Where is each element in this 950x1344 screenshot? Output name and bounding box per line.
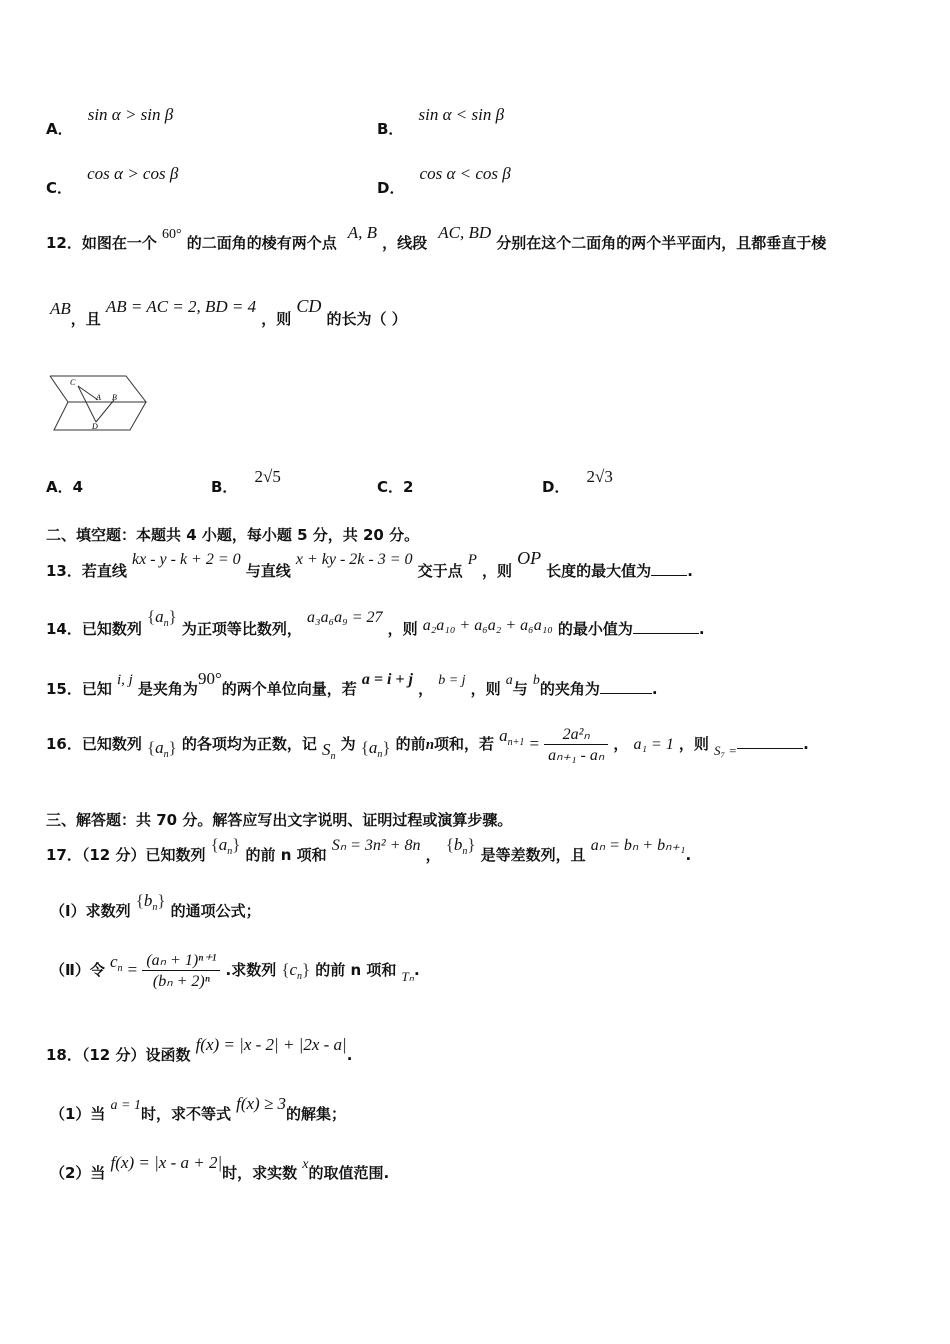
text: ，且	[70, 310, 101, 328]
line-1: kx - y - k + 2 = 0	[131, 551, 241, 568]
section-2-heading: 二、填空题：本题共 4 小题，每小题 5 分，共 20 分。	[46, 526, 420, 544]
sequence-ref: $\{a_n\}$	[360, 738, 391, 760]
text: ，则	[678, 735, 709, 753]
text: ，则	[387, 620, 418, 638]
question-number: 12．	[46, 234, 82, 252]
text: 分别在这个二面角的两个半平面内，且都垂直于棱	[496, 234, 827, 252]
equation: f(x) = |x - a + 2|	[110, 1153, 223, 1172]
option-label: D．	[377, 179, 405, 197]
text: 的长为（ ）	[326, 310, 407, 328]
sequence: $\{a_n\}$	[146, 738, 177, 760]
t-n: Tₙ	[401, 969, 414, 984]
option-value: 2	[403, 478, 414, 496]
text: 交于点	[417, 562, 463, 580]
relation: aₙ = bₙ + bₙ₊₁	[590, 837, 686, 854]
question-number: 17．	[46, 846, 82, 864]
condition: a₃a₆a₉ = 27	[307, 609, 383, 626]
text: 的取值范围.	[308, 1164, 390, 1182]
inequality: f(x) ≥ 3	[236, 1094, 287, 1113]
recurrence-lhs: $a_{n+1}$	[499, 726, 525, 748]
text: 是夹角为	[137, 680, 198, 698]
q11-option-a	[46, 104, 174, 138]
condition: AB = AC = 2, BD = 4	[105, 297, 257, 316]
question-number: 13．	[46, 562, 82, 580]
option-expr: cos α < cos β	[419, 164, 511, 183]
text: ，则	[261, 310, 292, 328]
text: 已知数列	[81, 620, 142, 638]
vectors-ij: i, j	[116, 672, 133, 688]
text: ，则	[470, 680, 501, 698]
sum-formula: Sₙ = 3n² + 8n	[331, 837, 421, 854]
label-b: B	[112, 393, 117, 402]
question-number: 16．	[46, 735, 82, 753]
fraction-numerator: (aₙ + 1)ⁿ⁺¹	[142, 950, 220, 971]
q12-line1	[46, 222, 827, 252]
expression: a₂a₁₀ + a₆a₂ + a₆a₁₀	[422, 617, 553, 634]
q12-option-c	[377, 476, 413, 497]
sequence: $\{a_n\}$	[146, 607, 177, 629]
option-label: B．	[377, 120, 404, 138]
fraction-numerator: 2a²ₙ	[544, 724, 608, 745]
points: A, B	[347, 223, 378, 242]
option-label: B．	[211, 478, 238, 496]
vector-b: b = j	[438, 673, 466, 688]
q12-option-d	[542, 466, 613, 496]
variable-x: x	[302, 1157, 309, 1172]
text: .	[698, 620, 705, 638]
vector-a-ref: a	[505, 673, 513, 688]
option-label: A．	[46, 120, 73, 138]
text: 项和，若	[434, 735, 495, 753]
s7: S₇ =	[714, 743, 738, 758]
sequence-a: $\{a_n\}$	[210, 835, 241, 857]
text: 的二面角的棱有两个点	[186, 234, 337, 252]
sequence-b: $\{b_n\}$	[135, 891, 166, 913]
text: 的前 n 项和	[245, 846, 327, 864]
part-label: （Ⅱ）令	[50, 961, 105, 979]
text: .	[651, 680, 658, 698]
param-a: a = 1	[110, 1098, 141, 1113]
text: .	[413, 961, 420, 979]
text: 为	[340, 735, 356, 753]
text: 为正项等比数列，	[181, 620, 302, 638]
equals: =	[127, 960, 138, 979]
q15	[46, 668, 658, 698]
q14	[46, 606, 705, 638]
q18-part2	[50, 1152, 390, 1182]
text: 的通项公式；	[170, 902, 261, 920]
text: .	[685, 846, 692, 864]
text: 的前 n 项和	[315, 961, 397, 979]
q17	[46, 834, 692, 864]
vector-a: a = i + j	[361, 671, 413, 688]
n-variable: n	[425, 737, 435, 753]
option-label: D．	[542, 478, 570, 496]
part-label: （2）当	[50, 1164, 106, 1182]
text: 的解集；	[286, 1105, 347, 1123]
segment-op: OP	[517, 548, 542, 568]
angle: 60°	[161, 227, 182, 242]
option-label: C．	[46, 179, 73, 197]
question-number: 18．	[46, 1046, 82, 1064]
option-value: 4	[72, 478, 84, 496]
question-number: 14．	[46, 620, 82, 638]
q17-part1	[50, 890, 261, 920]
option-label: C．	[377, 478, 404, 496]
segment-bd	[96, 400, 114, 422]
option-label: A．	[46, 478, 73, 496]
text: 若直线	[81, 562, 127, 580]
edge: AB	[50, 299, 71, 318]
text: .	[803, 735, 809, 753]
text: （12 分）已知数列	[81, 846, 206, 864]
text: 时，求不等式	[140, 1105, 231, 1123]
text: 已知	[81, 680, 112, 698]
option-expr: sin α > sin β	[87, 105, 174, 124]
text: ，线段	[382, 234, 428, 252]
text: 与	[512, 680, 528, 698]
sequence-c: $\{c_n\}$	[281, 960, 311, 982]
vector-b-ref: b	[532, 673, 540, 688]
c-n: $c_n$	[109, 952, 123, 974]
question-number: 15．	[46, 680, 82, 698]
text: 已知数列	[81, 735, 142, 753]
q11-option-c	[46, 163, 179, 197]
text: ，	[418, 680, 434, 698]
answer-blank	[633, 621, 699, 634]
text: 长度的最大值为	[546, 562, 652, 580]
q12-line2	[50, 296, 407, 328]
label-d: D	[92, 422, 98, 431]
text: （12 分）设函数	[81, 1046, 191, 1064]
function-def: f(x) = |x - 2| + |2x - a|	[195, 1035, 347, 1054]
text: ，	[425, 846, 441, 864]
text: 的两个单位向量，若	[221, 680, 357, 698]
option-expr: cos α > cos β	[87, 164, 179, 183]
q12-option-a	[46, 476, 83, 497]
segments: AC, BD	[438, 223, 492, 242]
text: .	[687, 562, 693, 580]
text: 的夹角为	[539, 680, 600, 698]
answer-blank	[737, 736, 803, 749]
label-a: A	[96, 393, 101, 402]
part-label: （1）当	[50, 1105, 106, 1123]
text: 的最小值为	[557, 620, 633, 638]
point-p: P	[467, 552, 477, 568]
angle: 90°	[197, 669, 222, 688]
segment-cd: CD	[296, 296, 322, 316]
q11-option-b	[377, 104, 505, 138]
line-2: x + ky - 2k - 3 = 0	[295, 551, 413, 568]
recurrence-fraction	[544, 724, 608, 765]
label-c: C	[70, 378, 76, 387]
q13	[46, 548, 693, 580]
section-3-heading: 三、解答题：共 70 分。解答应写出文字说明、证明过程或演算步骤。	[46, 811, 513, 829]
option-value: 2√5	[254, 467, 281, 486]
q16	[46, 724, 809, 765]
q18-part1	[50, 1093, 347, 1123]
option-value: 2√3	[586, 467, 613, 486]
text: 时，求实数	[222, 1164, 298, 1182]
q17-part2	[50, 950, 420, 991]
fraction-denominator: aₙ₊₁ - aₙ	[548, 747, 605, 764]
q18	[46, 1034, 353, 1064]
equals: =	[529, 734, 540, 753]
c-n-fraction	[142, 950, 220, 991]
initial-value: a₁ = 1	[633, 736, 674, 753]
answer-blank	[651, 563, 687, 576]
part-label: （Ⅰ）求数列	[50, 902, 131, 920]
segment-cd	[78, 386, 96, 422]
q12-option-b	[211, 466, 281, 496]
text: .	[346, 1046, 353, 1064]
sequence-b: $\{b_n\}$	[445, 835, 476, 857]
text: 是等差数列，且	[480, 846, 586, 864]
text: 的前	[395, 735, 426, 753]
fraction-denominator: (bₙ + 2)ⁿ	[152, 973, 210, 990]
text: 与直线	[245, 562, 291, 580]
text: ，	[613, 735, 629, 753]
option-expr: sin α < sin β	[418, 105, 505, 124]
q11-option-d	[377, 163, 511, 197]
text: ，则	[481, 562, 512, 580]
lower-plane	[54, 402, 146, 430]
text: 如图在一个	[81, 234, 157, 252]
dihedral-figure	[46, 370, 150, 436]
text: .求数列	[225, 961, 277, 979]
answer-blank	[600, 681, 652, 694]
sum-s: $S_n$	[322, 740, 336, 762]
text: 的各项均为正数，记	[181, 735, 317, 753]
